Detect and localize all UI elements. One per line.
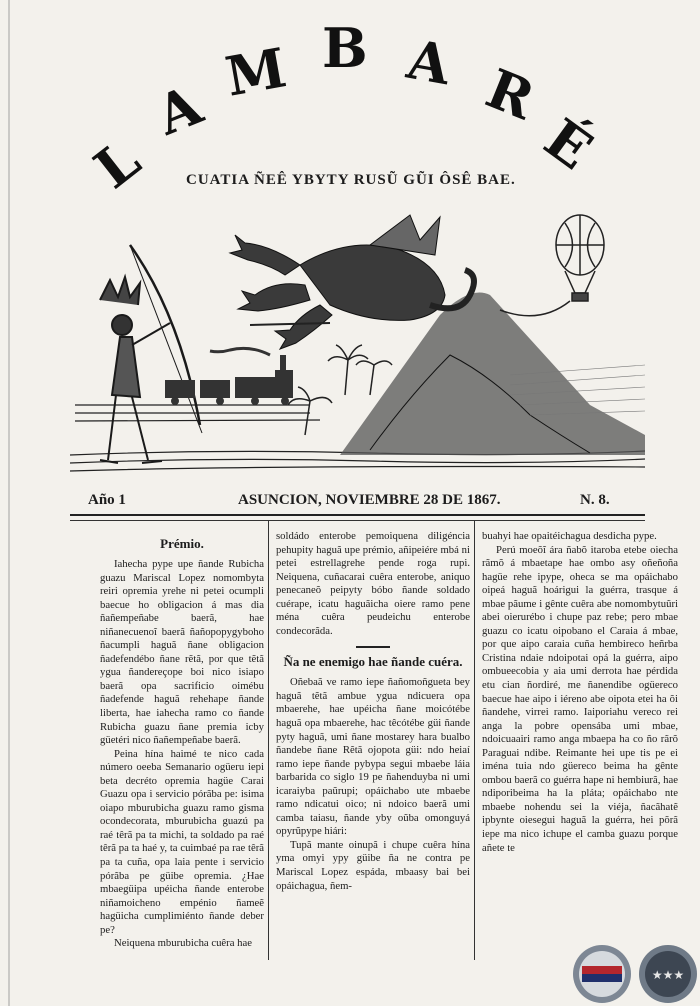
column-3 xyxy=(482,530,678,958)
left-binding-edge xyxy=(8,0,10,1006)
title-letter: B xyxy=(322,16,368,80)
article-paragraph: Peina hína haimé te nico cada número oeeba Semanario ogüeru iepi beta decréto opremia hagüe Carai Guazu opa i servicio pórãba pe: isima oiapo mburubicha guazu ramo gisma ocondecorata, mburubicha guazú pa raé têrã pa ta michi, ta soldado pa raé têrã pa ta haé y, ta cuimbaé pa rae têrã pa ta cuña, opa laia pente i servicio pórãba pe güibe opremia. ¿Hae mbaegüipa upéicha ñande enterobe niñamoicheno empénio ñameẽ hagüicha cumplimiénto ñande deber pe? xyxy=(100,747,264,936)
title-letter: A xyxy=(402,26,456,98)
section-divider xyxy=(356,646,390,648)
column-2 xyxy=(276,530,470,958)
article-paragraph: Tupã mante oinupã i chupe cuêra hína yma omyi ypy güibe ña ne contra pe Mariscal Lopez espáda, mbaasy bai bei opáichagua, ñem- xyxy=(276,838,470,892)
issue-place-date: ASUNCION, NOVIEMBRE 28 DE 1867. xyxy=(238,492,501,508)
column-1 xyxy=(100,530,264,958)
issue-year: Año 1 xyxy=(88,492,126,508)
article-paragraph: Perú moeõĩ ára ñabõ itaroba etebe oiecha rãmõ á mbaetape hae ombo asy oñeñoña hagüe rehe ipype, oheca se ma opáichabo oipeá haguã hoárigui la guérra, trasque á mbae pãume i gênte cuêra abe nomombytuũri abei oierurébo i chupe paz rebe; pero mbae guazu co icatu oipobano el Caraia á mbae, por que aipo caraia cuña hembireco heñrba Cristina ndaie ndoipotai opá la guérra, aipo ombueecobia y aia umi derrota hae pérdida etu cian ñordiré, me ñanendibe ogüereco baecue hae aipo i iéreno abe oipota etei ha õi ñandehe, virrei ramo. Iaiporiahu vereco rei anga la pobre opensába umi mbae, ndoicuaairi ramo anga mbaepa ha co ño rãrõ Paraguai ndibe. Reimante hei upe tis pe ei iména tuia ndo güereco beima ha gênte ombou baerã co guérra hape ni hembiurã, hae ndiporibeima ha la pláta; opáichabo nte mbaebe nohendu sei la viéja, ñacãhatẽ ipbynte oiesegui haguã la guérra, hei põrã iepe ma nico ichupe el camba guazu porque añete te xyxy=(482,543,678,854)
article-paragraph: Iahecha pype upe ñande Rubicha guazu Mariscal Lopez nomombyta reiri opremia yrehe ni petei ocumpli baecue ho obligacion á mas dia ñañempeñabe baerã, hae niñanecuenoĩ baerã ñañopopygyboho ñacumpli haguã ñane obligacion ñadefendébo ñane rẽtã, por que tẽtã ygua ñandereçope boi nico isiapo baerã opa sacrificio oimébu ñadefende haguã rehehape ñande liberta, hae iahecha ramo co ñande Rubicha guazu ñane premia icby güetéri nico ñañempeñabe baerã. xyxy=(100,558,264,747)
article-paragraph: soldádo enterobe pemoiquena diligéncia pehupity haguã upe prémio, añipeiére mbá ni petei estrellagrehe pende roga rupi. Neiquena, cuñacarai cuêra enterobe, aniquo penecaneõ peipyty bóbo ñande soldado cuérape, icatu haguãicha oiere ramo pene ména cuêra peudeichu enterobe condecorãda. xyxy=(276,530,470,637)
title-letter: M xyxy=(220,35,291,109)
masthead-subtitle: CUATIA ÑEÊ YBYTY RUSŨ GŨI ÔSÊ BAE. xyxy=(186,172,516,188)
article-paragraph: Oñebaã ve ramo iepe ñañomoñgueta bey haguã tẽtã ambue ygua ndicuera opa mbaerehe, hae upéicha ñane moicótébe haguã opa mbaerehe, hac têcótébe güi ñande pyty haguã, umi ñane mostarey hara bualbo ñandebe ñane Rẽtã ojopota güi: ndo heiaí ramo iepe ñande pybypa segui mbaebe láia barbarida co siglo 19 pe ñahenduyba ni umi icaraiyba paũrupi; opáichabo ute mbaebe ramo ndicatui oico; ni ndoico baerã umi camba taiasu, ñande yby oũba omonguyá opyrũpype hiári: xyxy=(276,676,470,838)
article-paragraph: buahyi hae opaitéichagua desdicha pype. xyxy=(482,530,657,542)
archive-seal-icon xyxy=(572,944,632,1004)
warrior-figure xyxy=(100,245,202,463)
masthead-engraving xyxy=(70,205,645,485)
title-letter: R xyxy=(477,55,544,133)
stars-seal-icon xyxy=(638,944,698,1004)
title-letter: É xyxy=(533,106,605,182)
column-divider xyxy=(474,520,475,960)
title-letter: A xyxy=(147,72,211,148)
title-letter: L xyxy=(82,127,152,201)
article-heading-premio: Prémio. xyxy=(160,536,204,551)
article-heading-enemigo: Ña ne enemigo hae ñande cuéra. xyxy=(283,654,463,670)
balloon xyxy=(500,215,604,316)
dateline-rule xyxy=(70,520,645,521)
article-paragraph: Neiquena mburubicha cuêra hae xyxy=(114,937,252,950)
svg-text:★★★: ★★★ xyxy=(651,968,685,982)
dateline xyxy=(70,490,645,516)
issue-number: N. 8. xyxy=(580,492,610,508)
column-divider xyxy=(268,520,269,960)
